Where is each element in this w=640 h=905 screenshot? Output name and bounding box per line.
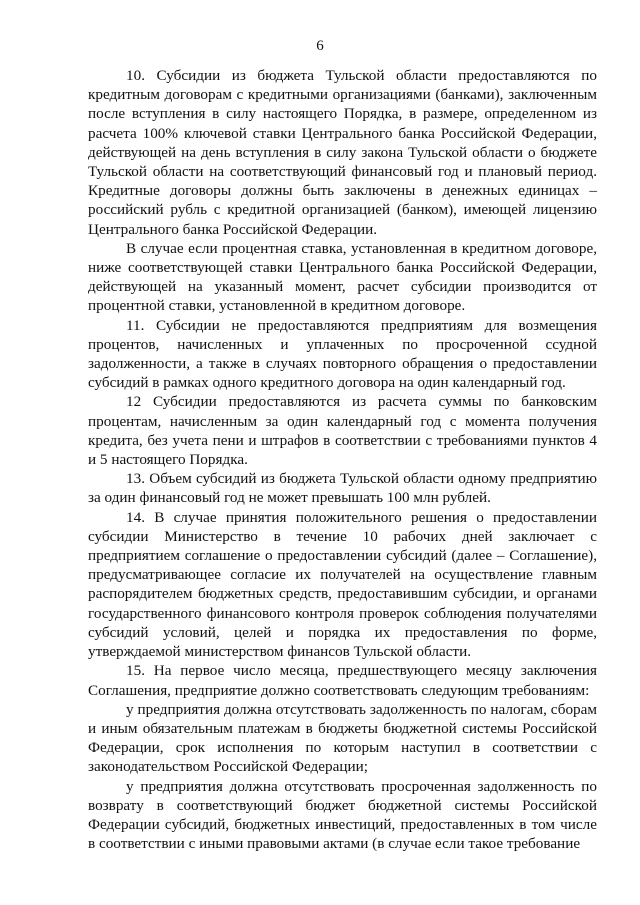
paragraph-13: 13. Объем субсидий из бюджета Тульской области одному предприятию за один финансовый год не может превышать 100 млн рублей. [88, 470, 597, 507]
paragraph-12: 12 Субсидии предоставляются из расчета суммы по банковским процентам, начисленным за один календарный год с момента получения кредита, без учета пени и штрафов в соответствии с требованиями пунктов 4 и 5 настоящего Порядка. [88, 393, 597, 469]
paragraph-10: 10. Субсидии из бюджета Тульской области предоставляются по кредитным договорам с кредитными организациями (банками), заключенным после вступления в силу настоящего Порядка, в размере, определенном из расчета 100% ключевой ставки Центрального банка Российской Федерации, действующей на день вступления в силу закона Тульской области о бюджете Тульской области на соответствующий финансовый год и плановый период. Кредитные договоры должны быть заключены в денежных единицах – российский рубль с кредитной организацией (банком), имеющей лицензию Центрального банка Российской Федерации. [88, 67, 597, 238]
requirement-no-overdue-debt: у предприятия должна отсутствовать просроченная задолженность по возврату в соответствующий бюджет бюджетной системы Российской Федерации субсидий, бюджетных инвестиций, предоставленных в том числе в соответствии с иными правовыми актами (в случае если такое требование [88, 777, 597, 853]
paragraph-14: 14. В случае принятия положительного решения о предоставлении субсидии Министерство в течение 10 рабочих дней заключает с предприятием соглашение о предоставлении субсидий (далее – Соглашение), предусматривающее согласие их получателей на осуществление главным распорядителем бюджетных средств, предоставившим субсидии, и органами государственного финансового контроля проверок соблюдения получателями субсидий условий, целей и порядка их предоставления по форме, утверждаемой министерством финансов Тульской области. [88, 508, 597, 661]
document-body [88, 66, 597, 853]
paragraph-11: 11. Субсидии не предоставляются предприятиям для возмещения процентов, начисленных и уплаченных по просроченной ссудной задолженности, а также в случаях повторного обращения о предоставлении субсидий в рамках одного кредитного договора на один календарный год. [88, 316, 597, 392]
paragraph-15: 15. На первое число месяца, предшествующего месяцу заключения Соглашения, предприятие должно соответствовать следующим требованиям: [88, 662, 597, 699]
paragraph-10-rate-clause: В случае если процентная ставка, установленная в кредитном договоре, ниже соответствующей ставки Центрального банка Российской Федерации, действующей на указанный момент, расчет субсидии производится от процентной ставки, установленной в кредитном договоре. [88, 239, 597, 315]
requirement-no-tax-debt: у предприятия должна отсутствовать задолженность по налогам, сборам и иным обязательным платежам в бюджеты бюджетной системы Российской Федерации, срок исполнения по которым наступил в соответствии с законодательством Российской Федерации; [88, 700, 597, 776]
page-number: 6 [316, 38, 324, 54]
